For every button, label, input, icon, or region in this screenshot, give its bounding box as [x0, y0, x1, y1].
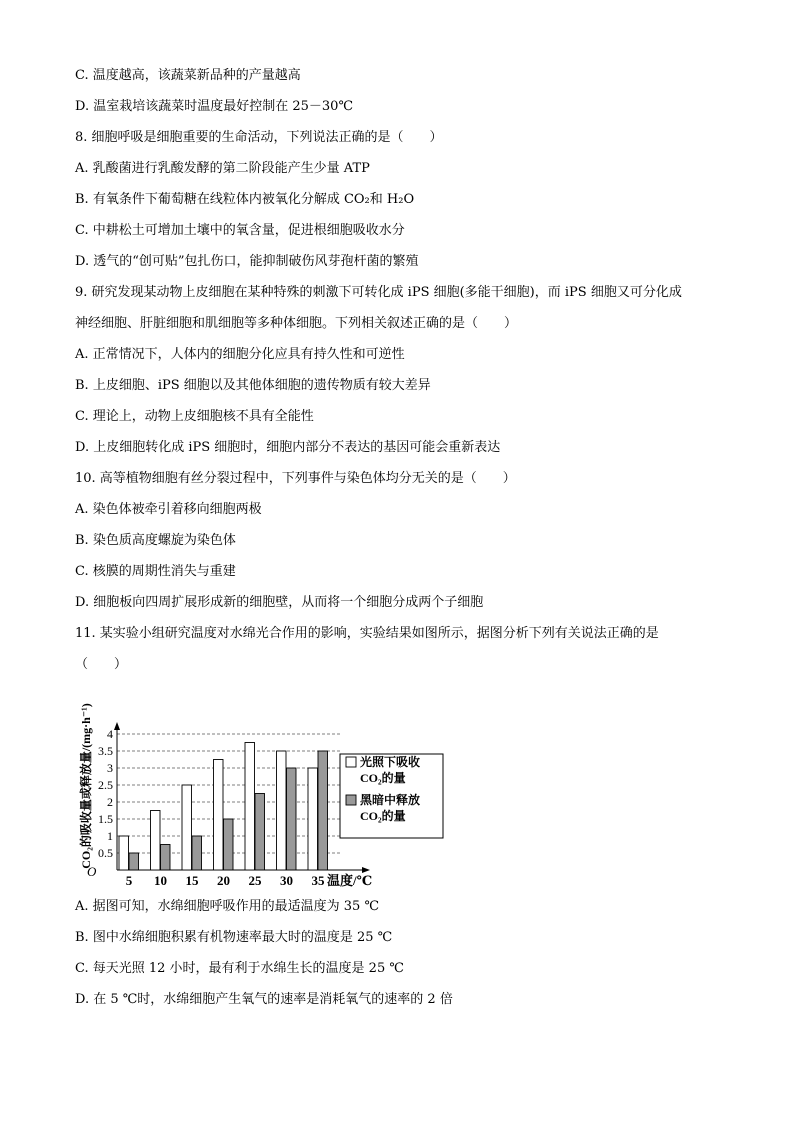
x-tick-label: 5	[125, 873, 133, 888]
y-tick-label: 4	[107, 727, 113, 741]
legend-swatch	[346, 795, 356, 805]
bar	[151, 811, 161, 871]
y-tick-label: 3	[107, 761, 113, 775]
y-tick-label: 1	[107, 829, 113, 843]
text-line: B. 上皮细胞、iPS 细胞以及其他体细胞的遗传物质有较大差异	[75, 378, 431, 393]
bar	[318, 751, 328, 870]
bar	[308, 768, 318, 870]
bar-chart	[70, 686, 450, 891]
bar	[245, 743, 255, 871]
text-line: 神经细胞、肝脏细胞和肌细胞等多种体细胞。下列相关叙述正确的是（ ）	[75, 316, 518, 331]
y-axis-title: CO₂的吸收量或释放量/(mg·h⁻¹)	[79, 703, 93, 869]
bar	[287, 768, 297, 870]
bar	[277, 751, 287, 870]
y-tick-label: 3.5	[98, 744, 113, 758]
text-line: C. 核膜的周期性消失与重建	[75, 564, 236, 579]
bar	[224, 819, 234, 870]
text-line: 10. 高等植物细胞有丝分裂过程中，下列事件与染色体均分无关的是（ ）	[75, 471, 516, 486]
y-tick-label: 2.5	[98, 778, 113, 792]
bar	[119, 836, 129, 870]
y-tick-label: 2	[107, 795, 113, 809]
text-line: D. 透气的“创可贴”包扎伤口，能抑制破伤风芽孢杆菌的繁殖	[75, 254, 419, 269]
legend-label: CO₂的量	[360, 771, 406, 785]
text-line: C. 温度越高，该蔬菜新品种的产量越高	[75, 68, 301, 83]
text-line: B. 染色质高度螺旋为染色体	[75, 533, 236, 548]
bar	[192, 836, 202, 870]
bar	[161, 845, 171, 871]
x-tick-label: 15	[185, 873, 199, 888]
text-line: 8. 细胞呼吸是细胞重要的生命活动，下列说法正确的是（ ）	[75, 130, 443, 145]
text-line: A. 染色体被牵引着移向细胞两极	[75, 502, 262, 517]
legend-label: 光照下吸收	[360, 755, 421, 769]
text-line: 9. 研究发现某动物上皮细胞在某种特殊的刺激下可转化成 iPS 细胞(多能干细胞)，而 iPS 细胞又可分化成	[75, 285, 682, 300]
text-line: D. 温室栽培该蔬菜时温度最好控制在 25－30℃	[75, 99, 353, 114]
x-axis-title: 温度/℃	[327, 873, 373, 888]
text-line: C. 中耕松土可增加土壤中的氧含量，促进根细胞吸收水分	[75, 223, 405, 238]
origin-label: O	[87, 864, 97, 879]
x-tick-label: 35	[311, 873, 325, 888]
text-line: A. 乳酸菌进行乳酸发酵的第二阶段能产生少量 ATP	[75, 161, 370, 176]
y-tick-label: 1.5	[98, 812, 113, 826]
text-line: D. 细胞板向四周扩展形成新的细胞壁，从而将一个细胞分成两个子细胞	[75, 595, 484, 610]
bar	[129, 853, 139, 870]
text-line: B. 有氧条件下葡萄糖在线粒体内被氧化分解成 CO₂和 H₂O	[75, 192, 415, 207]
text-line: B. 图中水绵细胞积累有机物速率最大时的温度是 25 ℃	[75, 930, 393, 945]
text-line: C. 每天光照 12 小时，最有利于水绵生长的温度是 25 ℃	[75, 961, 404, 976]
text-line: 11. 某实验小组研究温度对水绵光合作用的影响，实验结果如图所示，据图分析下列有关说法正确的是	[75, 626, 659, 641]
legend-label: 黑暗中释放	[360, 793, 421, 807]
x-tick-label: 30	[280, 873, 293, 888]
text-line: A. 正常情况下，人体内的细胞分化应具有持久性和可逆性	[75, 347, 405, 362]
text-line: D. 在 5 ℃时，水绵细胞产生氧气的速率是消耗氧气的速率的 2 倍	[75, 992, 453, 1007]
text-line: A. 据图可知，水绵细胞呼吸作用的最适温度为 35 ℃	[75, 899, 380, 914]
x-tick-label: 10	[154, 873, 167, 888]
legend-label: CO₂的量	[360, 809, 406, 823]
y-tick-label: 0.5	[98, 846, 113, 860]
x-tick-label: 20	[217, 873, 230, 888]
text-line: D. 上皮细胞转化成 iPS 细胞时，细胞内部分不表达的基因可能会重新表达	[75, 440, 501, 455]
text-line: （ ）	[75, 657, 128, 672]
x-tick-label: 25	[248, 873, 262, 888]
y-axis-arrow	[114, 722, 120, 730]
text-line: C. 理论上，动物上皮细胞核不具有全能性	[75, 409, 314, 424]
bar	[255, 794, 265, 871]
bar	[182, 785, 192, 870]
bar	[214, 760, 224, 871]
legend-swatch	[346, 757, 356, 767]
